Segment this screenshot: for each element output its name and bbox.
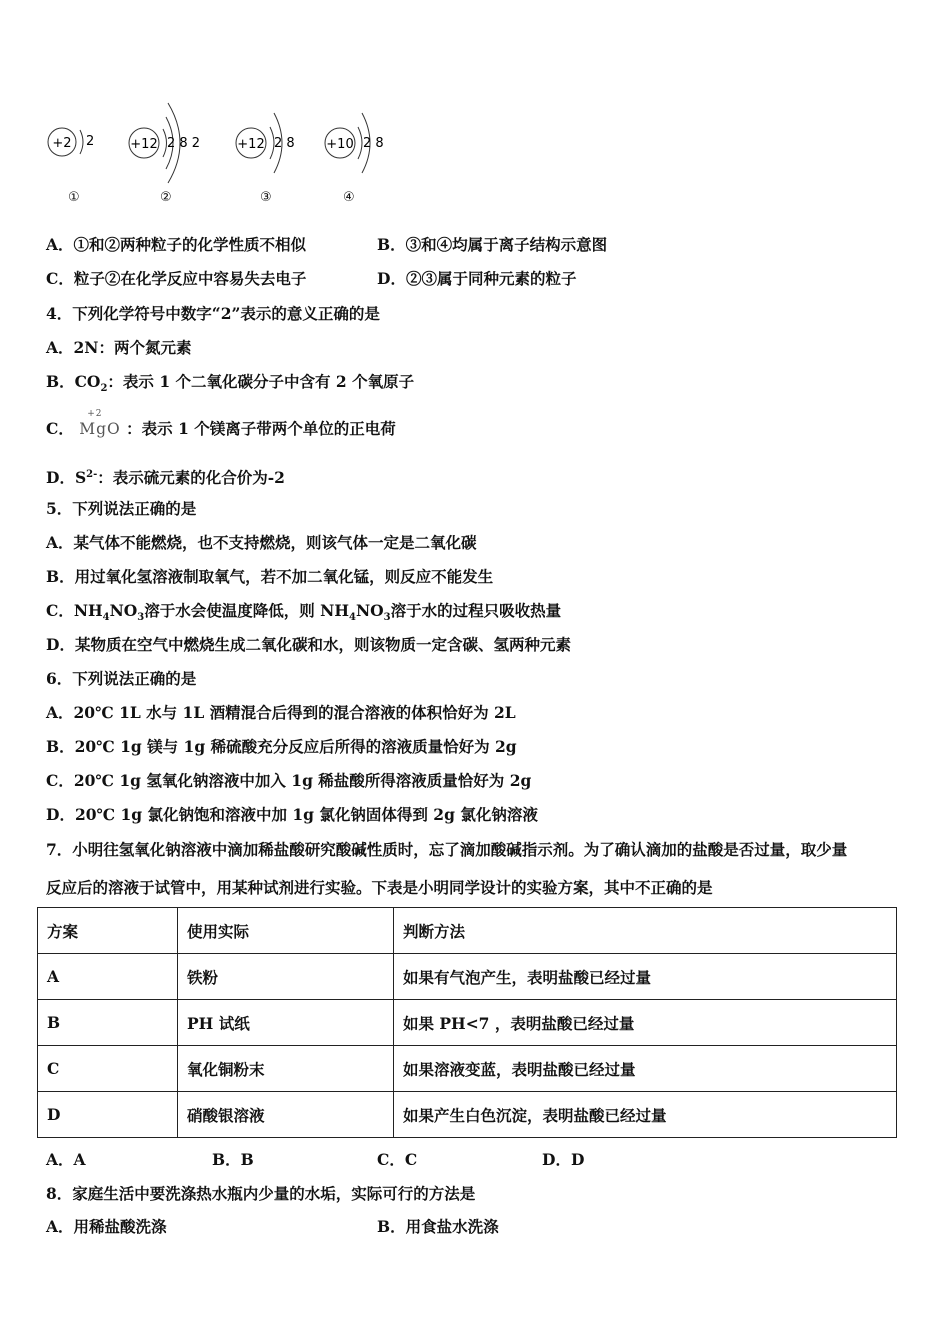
- q7-answer-d: D．D: [542, 1150, 585, 1169]
- table-cell: B: [38, 1000, 178, 1046]
- q4-stem: 4．下列化学符号中数字“2”表示的意义正确的是: [46, 304, 380, 323]
- table-header-cell: 判断方法: [394, 908, 897, 954]
- svg-text:+12: +12: [237, 137, 265, 152]
- table-row: [38, 954, 897, 1000]
- table-cell: 硝酸银溶液: [178, 1092, 394, 1138]
- q7-stem-line-2: 反应后的溶液于试管中，用某种试剂进行实验。下表是小明同学设计的实验方案，其中不正确的是: [46, 878, 713, 897]
- q5-option-c: C．$NH_4NO_3$溶于水会使温度降低，则 $NH_4NO_3$溶于水的过程只吸收热量: [46, 601, 562, 624]
- svg-text:+10: +10: [326, 137, 354, 152]
- table-header-cell: 使用实际: [178, 908, 394, 954]
- q7-answer-a: A．A: [46, 1150, 86, 1169]
- q3-option-b: B．③和④均属于离子结构示意图: [377, 235, 608, 254]
- q4-option-c: C． +2 MgO ：表示 1 个镁离子带两个单位的正电荷: [46, 409, 396, 438]
- table-cell: 氧化铜粉末: [178, 1046, 394, 1092]
- svg-text:2 8: 2 8: [274, 136, 295, 151]
- q6-option-a: A．20℃ 1L 水与 1L 酒精混合后得到的混合溶液的体积恰好为 2L: [46, 703, 516, 722]
- table-cell: 如果有气泡产生，表明盐酸已经过量: [394, 954, 897, 1000]
- q6-option-c: C．20℃ 1g 氢氧化钠溶液中加入 1g 稀盐酸所得溶液质量恰好为 2g: [46, 771, 532, 790]
- atom-label-2: ②: [160, 190, 172, 205]
- table-cell: PH 试纸: [178, 1000, 394, 1046]
- q3-option-c: C．粒子②在化学反应中容易失去电子: [46, 269, 307, 288]
- mgo-formula: +2 MgO: [79, 409, 121, 438]
- table-cell: C: [38, 1046, 178, 1092]
- nucleus-charge: +2: [52, 136, 72, 151]
- q5-option-b: B．用过氧化氢溶液制取氧气，若不加二氧化锰，则反应不能发生: [46, 567, 494, 586]
- atom-label-3: ③: [260, 190, 272, 205]
- q3-option-d: D．②③属于同种元素的粒子: [377, 269, 577, 288]
- table-cell: D: [38, 1092, 178, 1138]
- q4-option-d: D．$S^{2-}$：表示硫元素的化合价为-2: [46, 468, 285, 488]
- table-header-cell: 方案: [38, 908, 178, 954]
- q5-option-d: D．某物质在空气中燃烧生成二氧化碳和水，则该物质一定含碳、氢两种元素: [46, 635, 571, 654]
- q6-option-d: D．20℃ 1g 氯化钠饱和溶液中加 1g 氯化钠固体得到 2g 氯化钠溶液: [46, 805, 538, 824]
- svg-text:+12: +12: [130, 137, 158, 152]
- table-cell: 铁粉: [178, 954, 394, 1000]
- table-row: [38, 1092, 897, 1138]
- q5-option-a: A．某气体不能燃烧，也不支持燃烧，则该气体一定是二氧化碳: [46, 533, 477, 552]
- atom-diagram-2: [129, 103, 200, 183]
- q6-stem: 6．下列说法正确的是: [46, 669, 197, 688]
- q8-stem: 8．家庭生活中要洗涤热水瓶内少量的水垢，实际可行的方法是: [46, 1184, 476, 1203]
- q8-option-b: B．用食盐水洗涤: [377, 1217, 499, 1236]
- electron-shells: 2: [86, 134, 95, 149]
- q3-option-row-1: [46, 235, 306, 255]
- atom-diagram-1: [48, 128, 94, 156]
- svg-text:2 8 2: 2 8 2: [167, 136, 201, 151]
- table-cell: A: [38, 954, 178, 1000]
- table-cell: 如果 PH<7 ，表明盐酸已经过量: [394, 1000, 897, 1046]
- q4-option-b: B．$CO_2$：表示 1 个二氧化碳分子中含有 2 个氧原子: [46, 372, 415, 395]
- table-row: [38, 1000, 897, 1046]
- q8-option-a: A．用稀盐酸洗涤: [46, 1217, 167, 1236]
- q4-option-a: A．2N：两个氮元素: [46, 338, 192, 357]
- table-header-row: [38, 908, 897, 954]
- q6-option-b: B．20℃ 1g 镁与 1g 稀硫酸充分反应后所得的溶液质量恰好为 2g: [46, 737, 517, 756]
- q7-answer-c: C．C: [377, 1150, 418, 1169]
- q7-stem-line-1: 7．小明往氢氧化钠溶液中滴加稀盐酸研究酸碱性质时，忘了滴加酸碱指示剂。为了确认滴加的盐酸是否过量，取少量: [46, 840, 848, 859]
- table-cell: 如果溶液变蓝，表明盐酸已经过量: [394, 1046, 897, 1092]
- q3-option-a: A．①和②两种粒子的化学性质不相似: [46, 235, 307, 254]
- svg-text:2 8: 2 8: [363, 136, 384, 151]
- atom-label-4: ④: [343, 190, 355, 205]
- table-row: [38, 1046, 897, 1092]
- q7-answer-b: B．B: [212, 1150, 254, 1169]
- atom-diagram-4: [325, 113, 384, 173]
- atom-diagram-3: [236, 113, 295, 173]
- q5-stem: 5．下列说法正确的是: [46, 499, 197, 518]
- atom-label-1: ①: [68, 190, 80, 205]
- table-cell: 如果产生白色沉淀，表明盐酸已经过量: [394, 1092, 897, 1138]
- experiment-table: [37, 907, 897, 1138]
